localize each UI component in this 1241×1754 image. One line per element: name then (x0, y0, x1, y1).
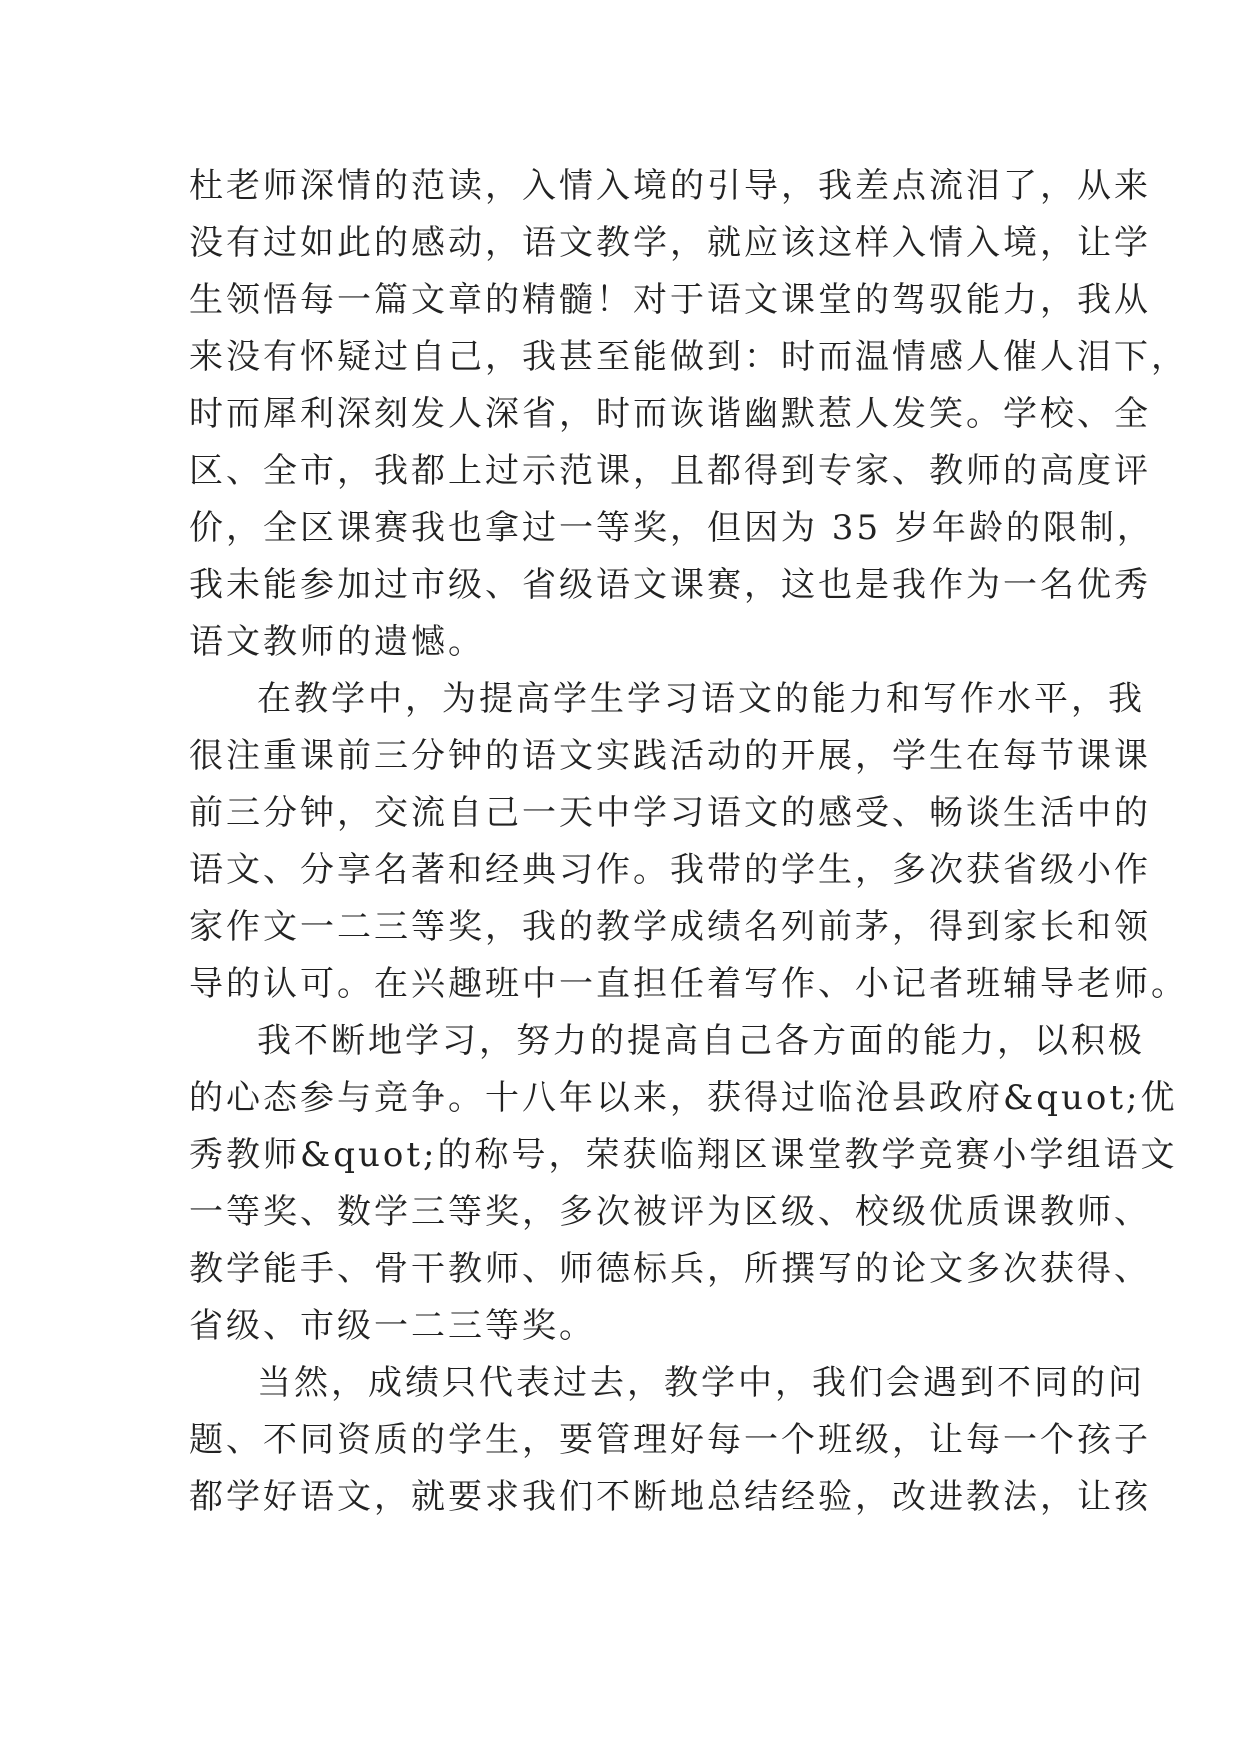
text-line: 价，全区课赛我也拿过一等奖，但因为 35 岁年龄的限制， (189, 508, 1154, 548)
text-line: 来没有怀疑过自己，我甚至能做到：时而温情感人催人泪下， (189, 337, 1188, 377)
document-body (189, 158, 1188, 1526)
text-line: 语文、分享名著和经典习作。我带的学生，多次获省级小作 (189, 850, 1151, 890)
text-line: 杜老师深情的范读，入情入境的引导，我差点流泪了，从来 (189, 166, 1151, 206)
text-line: 的心态参与竞争。十八年以来，获得过临沧县政府&quot;优 (189, 1078, 1178, 1118)
text-line: 省级、市级一二三等奖。 (189, 1306, 596, 1346)
text-line: 家作文一二三等奖，我的教学成绩名列前茅，得到家长和领 (189, 907, 1151, 947)
text-line: 时而犀利深刻发人深省，时而诙谐幽默惹人发笑。学校、全 (189, 394, 1151, 434)
text-line: 语文教师的遗憾。 (189, 622, 485, 662)
text-line: 很注重课前三分钟的语文实践活动的开展，学生在每节课课 (189, 736, 1151, 776)
text-line: 题、不同资质的学生，要管理好每一个班级，让每一个孩子 (189, 1420, 1151, 1460)
text-line: 前三分钟，交流自己一天中学习语文的感受、畅谈生活中的 (189, 793, 1151, 833)
text-line: 当然，成绩只代表过去，教学中，我们会遇到不同的问 (257, 1363, 1145, 1403)
text-line: 区、全市，我都上过示范课，且都得到专家、教师的高度评 (189, 451, 1151, 491)
text-line: 秀教师&quot;的称号，荣获临翔区课堂教学竞赛小学组语文 (189, 1135, 1178, 1175)
text-line: 我未能参加过市级、省级语文课赛，这也是我作为一名优秀 (189, 565, 1151, 605)
text-line: 都学好语文，就要求我们不断地总结经验，改进教法，让孩 (189, 1477, 1151, 1517)
text-line: 在教学中，为提高学生学习语文的能力和写作水平，我 (257, 679, 1145, 719)
text-line: 我不断地学习，努力的提高自己各方面的能力，以积极 (257, 1021, 1145, 1061)
text-line: 生领悟每一篇文章的精髓！对于语文课堂的驾驭能力，我从 (189, 280, 1151, 320)
text-line: 没有过如此的感动，语文教学，就应该这样入情入境，让学 (189, 223, 1151, 263)
text-line: 一等奖、数学三等奖，多次被评为区级、校级优质课教师、 (189, 1192, 1151, 1232)
text-line: 教学能手、骨干教师、师德标兵，所撰写的论文多次获得、 (189, 1249, 1151, 1289)
text-line: 导的认可。在兴趣班中一直担任着写作、小记者班辅导老师。 (189, 964, 1188, 1004)
